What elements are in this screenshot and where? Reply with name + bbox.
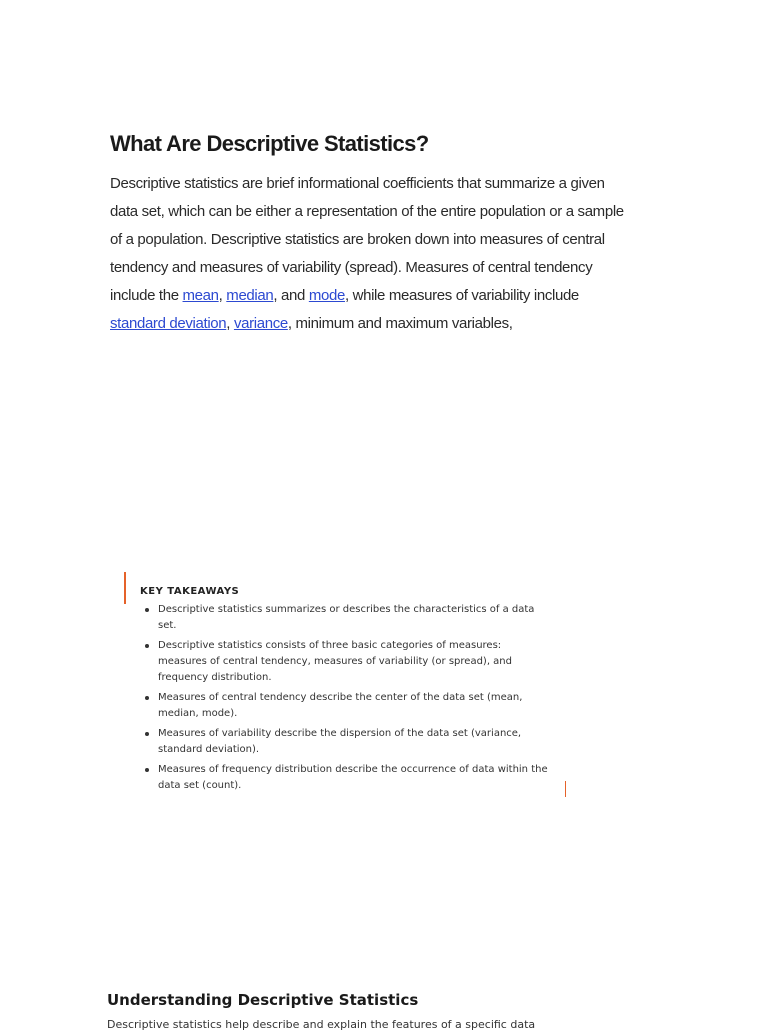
link-mode[interactable]: mode xyxy=(308,287,345,304)
bullet-icon xyxy=(145,732,149,736)
article-section-understanding xyxy=(107,988,627,1034)
list-item-text: Descriptive statistics consists of three basic categories of measures: measures of central tendency, measures of variability (or spread), and frequency distribution. xyxy=(158,640,512,683)
link-mean[interactable]: mean xyxy=(182,287,219,304)
understanding-paragraph: Descriptive statistics help describe and explain the features of a specific data xyxy=(107,1018,536,1031)
paragraph-separator: , xyxy=(218,287,227,304)
bullet-icon xyxy=(145,768,149,772)
takeaways-list xyxy=(158,602,552,798)
list-item xyxy=(158,762,552,794)
paragraph-separator: , and xyxy=(273,287,309,304)
bullet-icon xyxy=(145,644,149,648)
list-item-text: Measures of variability describe the dispersion of the data set (variance, standard deviation). xyxy=(158,728,522,755)
paragraph-separator: , xyxy=(226,315,234,332)
bullet-icon xyxy=(145,696,149,700)
section-heading: Understanding Descriptive Statistics xyxy=(107,991,419,1009)
bullet-icon xyxy=(145,608,149,612)
paragraph-text: Descriptive statistics are brief informational coefficients that summarize a given data set, which can be either a representation of the entire population or a sample of a population. Descriptive statistics are broken down into measures of central tendency and measures of variability (spread). Measures of central tendency include the xyxy=(110,175,624,304)
key-takeaways-box xyxy=(124,572,574,798)
takeaways-accent-mark xyxy=(565,781,566,797)
list-item xyxy=(158,726,552,758)
list-item xyxy=(158,602,552,634)
list-item-text: Descriptive statistics summarizes or describes the characteristics of a data set. xyxy=(158,604,535,631)
list-item xyxy=(158,690,552,722)
link-variance[interactable]: variance xyxy=(233,315,288,332)
section-heading: What Are Descriptive Statistics? xyxy=(110,131,429,156)
definition-paragraph xyxy=(110,170,630,338)
list-item-text: Measures of central tendency describe the center of the data set (mean, median, mode). xyxy=(158,692,523,719)
list-item-text: Measures of frequency distribution describe the occurrence of data within the data set (count). xyxy=(158,764,548,791)
link-standard-deviation[interactable]: standard deviation xyxy=(110,315,227,332)
takeaways-accent-bar xyxy=(124,572,126,604)
link-median[interactable]: median xyxy=(226,287,274,304)
list-item xyxy=(158,638,552,686)
takeaways-title: KEY TAKEAWAYS xyxy=(140,586,240,597)
paragraph-text: , minimum and maximum variables, xyxy=(287,315,513,332)
paragraph-text: , while measures of variability include xyxy=(344,287,579,304)
article-section-definition xyxy=(110,128,630,338)
